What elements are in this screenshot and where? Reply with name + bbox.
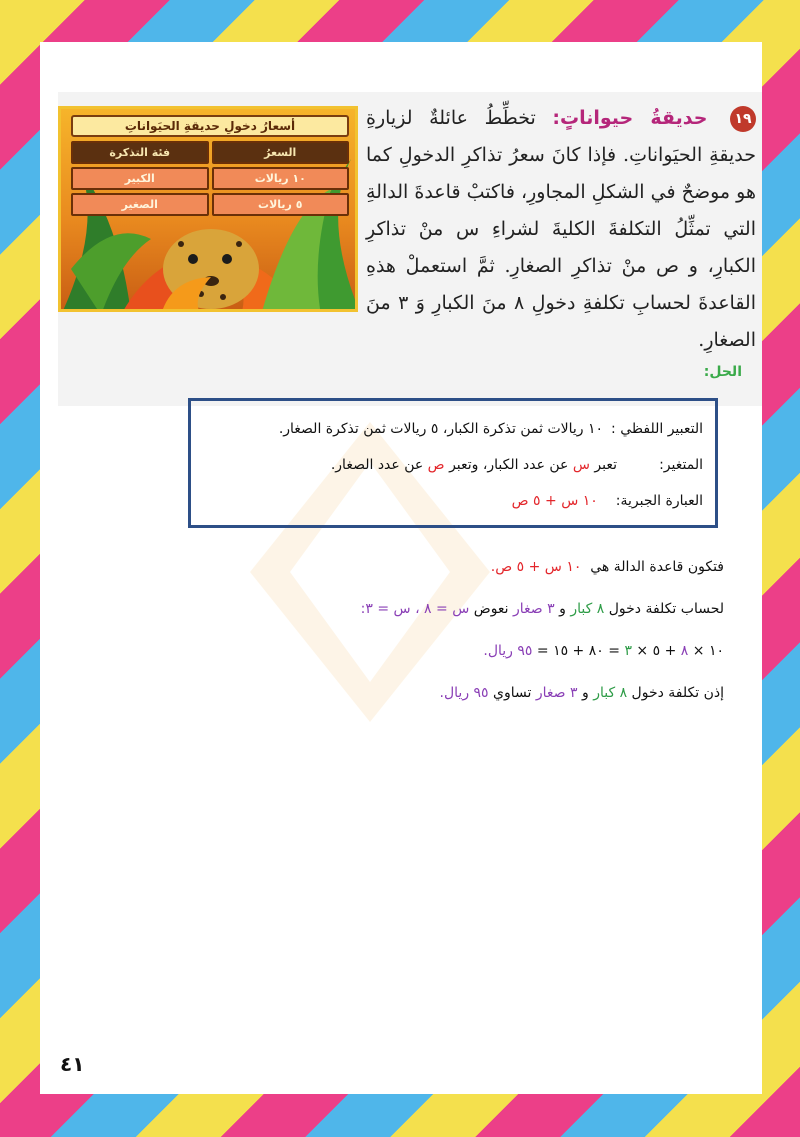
price-child-value: ٥ ريالات xyxy=(212,193,350,216)
step2-text: لحساب تكلفة دخول xyxy=(608,601,724,617)
step4-kids: ٣ صغار xyxy=(535,685,578,701)
step3-kids-value: ٣ xyxy=(624,643,632,659)
variable-label: المتغير: xyxy=(659,457,703,473)
step3-mid: + ٥ × xyxy=(636,643,677,659)
problem-statement xyxy=(366,100,756,359)
problem-section xyxy=(58,92,762,406)
problem-body: تخطِّطُ عائلةٌ لزيارةِ حديقةِ الحيَواناتِ. فإذا كانَ سعرُ تذاكرِ الدخولِ كما هو موضحٌ في الشكلِ المجاورِ، فاكتبْ قاعدةَ الدالةِ التي تمثِّلُ التكلفةَ الكليةَ لشراءِ س منْ تذاكرِ الكبارِ، و ص منْ تذاكرِ الصغارِ. ثمَّ استعملْ هذهِ القاعدةَ لحسابِ تكلفةِ دخولِ ٨ منَ الكبارِ وَ ٣ منَ الصغارِ. xyxy=(366,107,756,351)
problem-title: حديقةُ حيواناتٍ: xyxy=(552,107,708,129)
step2-adults: ٨ كبار xyxy=(570,601,605,617)
step-function-rule xyxy=(64,546,724,588)
variable-s: س xyxy=(572,457,590,473)
step-substitution xyxy=(64,588,724,630)
variable-mid: عن عدد الكبار، وتعبر xyxy=(449,457,569,473)
price-child-label: الصغير xyxy=(71,193,209,216)
step2-sub: س = ٨ ، س = ٣: xyxy=(360,601,470,617)
algebraic-row xyxy=(203,483,703,519)
step4-pre: إذن تكلفة دخول xyxy=(631,685,724,701)
page-number: ٤١ xyxy=(60,1052,85,1076)
step3-result: ٩٥ ريال. xyxy=(483,643,533,659)
step-calculation xyxy=(64,630,724,672)
algebraic-label: العبارة الجبرية: xyxy=(615,493,703,509)
variable-post: عن عدد الصغار. xyxy=(330,457,424,473)
price-table-header-category: فئة التذكرة xyxy=(71,141,209,164)
algebraic-value: ١٠ س + ٥ ص xyxy=(511,493,598,509)
price-adult-value: ١٠ ريالات xyxy=(212,167,350,190)
step3-pre: ١٠ × xyxy=(692,643,724,659)
price-table-grid xyxy=(71,141,349,216)
step2-kids: ٣ صغار xyxy=(513,601,555,617)
problem-number-badge: ١٩ xyxy=(730,106,756,132)
step4-adults: ٨ كبار xyxy=(593,685,628,701)
step3-adults-value: ٨ xyxy=(680,643,689,659)
price-table-title: أسعارُ دخولِ حديقةِ الحيَواناتِ xyxy=(71,115,349,137)
verbal-expression-value: ١٠ ريالات ثمن تذكرة الكبار، ٥ ريالات ثمن تذكرة الصغار. xyxy=(278,421,604,437)
solution-box xyxy=(188,398,718,528)
solution-steps xyxy=(64,546,724,714)
step1-text: فتكون قاعدة الدالة هي xyxy=(590,559,724,575)
step1-formula: ١٠ س + ٥ ص. xyxy=(490,559,582,575)
price-table xyxy=(71,115,349,216)
step2-and: و xyxy=(559,601,566,617)
price-table-header-price: السعرُ xyxy=(212,141,350,164)
step3-rest: = ٨٠ + ١٥ = xyxy=(536,643,620,659)
step4-result: ٩٥ ريال. xyxy=(439,685,489,701)
page-sheet xyxy=(40,42,762,1094)
step4-and: و xyxy=(581,685,589,701)
step-conclusion xyxy=(64,672,724,714)
step2-mid: نعوض xyxy=(473,601,509,617)
verbal-expression-row xyxy=(203,411,703,447)
step4-mid: تساوي xyxy=(493,685,532,701)
verbal-expression-label: التعبير اللفظي : xyxy=(611,421,703,437)
variable-row xyxy=(203,447,703,483)
variable-value xyxy=(203,447,617,483)
variable-pre: تعبر xyxy=(594,457,617,473)
solution-label: الحل: xyxy=(703,364,742,380)
price-adult-label: الكبير xyxy=(71,167,209,190)
variable-c: ص xyxy=(427,457,445,473)
zoo-price-illustration xyxy=(58,106,358,312)
